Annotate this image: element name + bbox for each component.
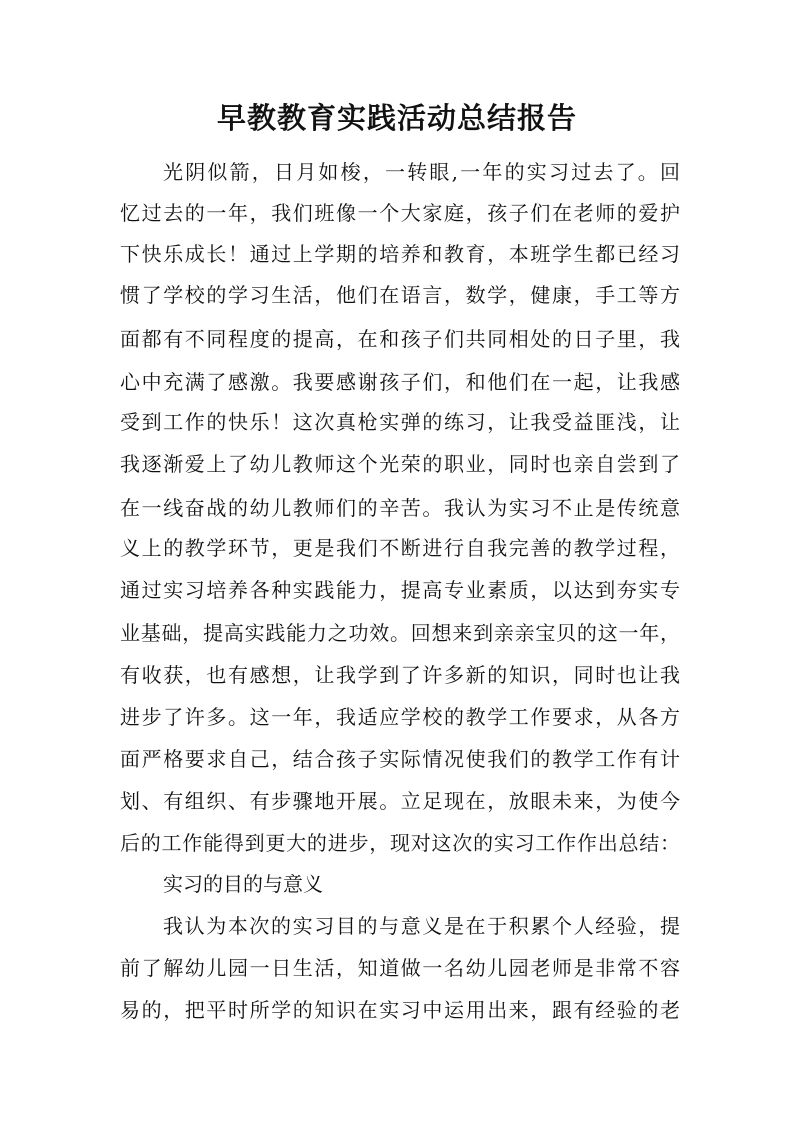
paragraph-2-line-3: 易的，把平时所学的知识在实习中运用出来，跟有经验的老: [120, 998, 680, 1022]
section-heading: 实习的目的与意义: [163, 872, 323, 896]
paragraph-1-line-13: 有收获，也有感想，让我学到了许多新的知识，同时也让我: [120, 663, 680, 687]
paragraph-1-line-11: 通过实习培养各种实践能力，提高专业素质，以达到夯实专: [120, 578, 680, 602]
paragraph-1-line-9: 在一线奋战的幼儿教师们的辛苦。我认为实习不止是传统意: [120, 496, 680, 520]
document-title: 早教教育实践活动总结报告: [216, 101, 577, 135]
paragraph-1-line-6: 心中充满了感激。我要感谢孩子们，和他们在一起，让我感: [120, 370, 680, 394]
paragraph-1-line-16: 划、有组织、有步骤地开展。立足现在，放眼未来，为使今: [120, 789, 680, 813]
paragraph-1-line-12: 业基础，提高实践能力之功效。回想来到亲亲宝贝的这一年，: [120, 621, 680, 645]
paragraph-1-line-8: 我逐渐爱上了幼儿教师这个光荣的职业，同时也亲自尝到了: [120, 452, 680, 476]
paragraph-1-line-7: 受到工作的快乐！这次真枪实弹的练习，让我受益匪浅，让: [120, 410, 680, 434]
paragraph-1-line-3: 下快乐成长！通过上学期的培养和教育，本班学生都已经习: [120, 242, 680, 266]
paragraph-1-line-17: 后的工作能得到更大的进步，现对这次的实习工作作出总结：: [120, 831, 680, 855]
paragraph-1-line-5: 面都有不同程度的提高，在和孩子们共同相处的日子里，我: [120, 327, 680, 351]
paragraph-1-line-15: 面严格要求自己，结合孩子实际情况使我们的教学工作有计: [120, 747, 680, 771]
paragraph-1-line-4: 惯了学校的学习生活，他们在语言，数学，健康，手工等方: [120, 283, 680, 307]
paragraph-2-line-1: 我认为本次的实习目的与意义是在于积累个人经验，提: [163, 914, 680, 938]
paragraph-1-line-1: 光阴似箭，日月如梭，一转眼,一年的实习过去了。回: [163, 160, 680, 184]
paragraph-1-line-14: 进步了许多。这一年，我适应学校的教学工作要求，从各方: [120, 705, 680, 729]
paragraph-1-line-10: 义上的教学环节，更是我们不断进行自我完善的教学过程，: [120, 536, 680, 560]
paragraph-2-line-2: 前了解幼儿园一日生活，知道做一名幼儿园老师是非常不容: [120, 956, 680, 980]
paragraph-1-line-2: 忆过去的一年，我们班像一个大家庭，孩子们在老师的爱护: [120, 201, 680, 225]
